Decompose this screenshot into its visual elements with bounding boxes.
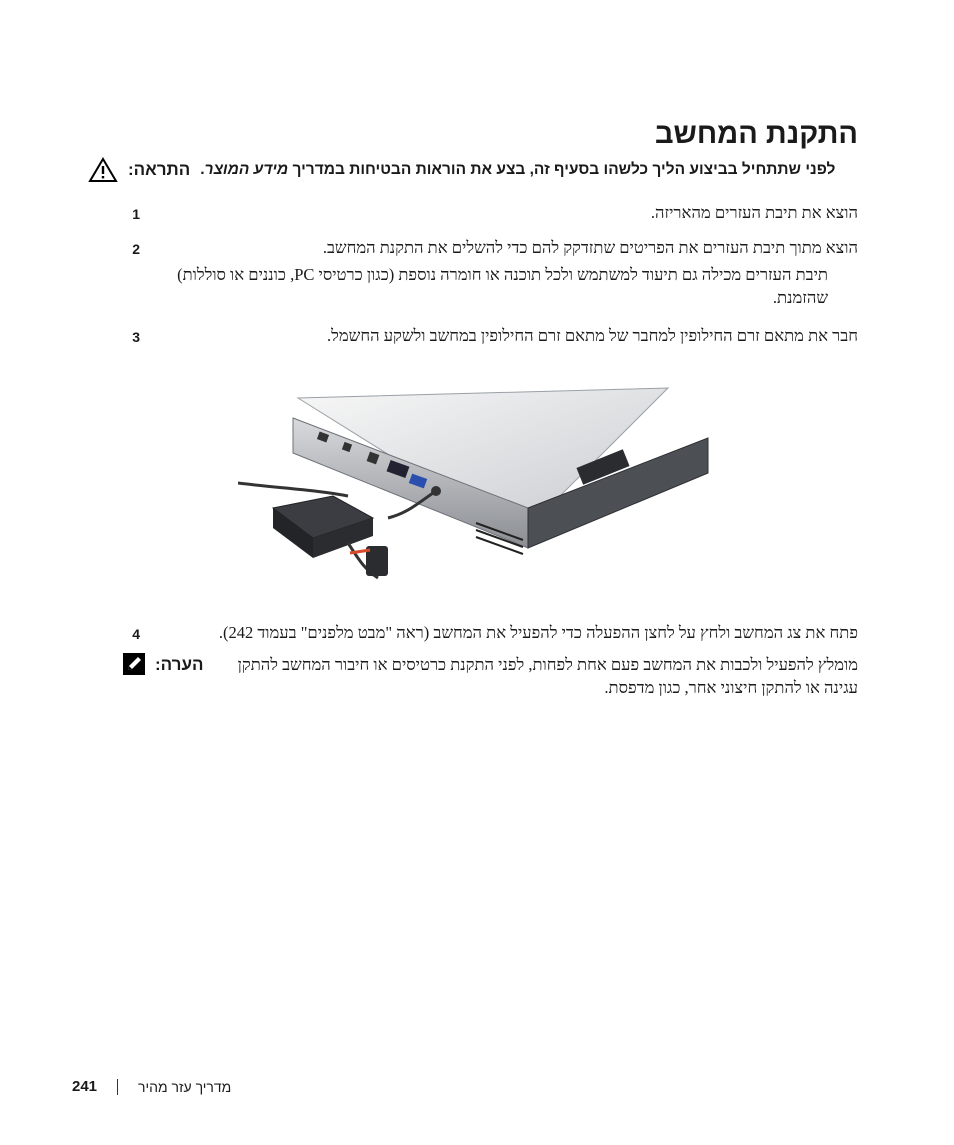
step-3 — [128, 324, 858, 349]
caution-period: . — [200, 161, 205, 178]
page-number: 241 — [72, 1078, 98, 1095]
illustration-svg — [238, 378, 718, 590]
step-text: חבר את מתאם זרם החילופין למחבר של מתאם זרם החילופין במחשב ולשקע החשמל. — [327, 326, 858, 345]
footer-book-title: מדריך עזר מהיר — [138, 1078, 232, 1095]
step-text: פתח את צג המחשב ולחץ על לחצן ההפעלה כדי להפעיל את המחשב (ראה "מבט מלפנים" בעמוד 242). — [218, 623, 858, 642]
page-footer — [72, 1078, 231, 1095]
step-number: 2 — [132, 241, 140, 257]
page-title: התקנת המחשב — [654, 118, 858, 150]
note-text: מומלץ להפעיל ולכבות את המחשב פעם אחת לפחות, לפני התקנת כרטיסים או חיבור המחשב להתקן עגינה או להתקן חיצוני אחר, כגון מדפסת. — [237, 655, 858, 697]
step-text: הוצא את תיבת העזרים מהאריזה. — [650, 203, 858, 222]
caution-main-text: לפני שתתחיל בביצוע הליך כלשהו בסעיף זה, בצע את הוראות הבטיחות במדריך — [292, 161, 836, 178]
caution-book-title: מידע המוצר — [204, 161, 289, 178]
step-1 — [128, 201, 858, 226]
note-label: הערה: — [155, 655, 204, 674]
warning-triangle-icon — [88, 157, 118, 183]
step-text: הוצא מתוך תיבת העזרים את הפריטים שתזדקק להם כדי להשלים את התקנת המחשב. — [322, 238, 858, 257]
step-4 — [128, 621, 858, 646]
wall-cable — [238, 483, 348, 496]
caution-block — [88, 157, 858, 183]
caution-text — [200, 161, 835, 179]
step-2 — [128, 236, 858, 261]
footer-separator — [117, 1079, 118, 1095]
caution-label: התראה: — [128, 160, 191, 179]
note-pencil-icon — [123, 653, 145, 675]
step-number: 4 — [132, 626, 140, 642]
step-number: 3 — [132, 329, 140, 345]
step-2-detail: תיבת העזרים מכילה גם תיעוד למשתמש ולכל תוכנה או חומרה נוספת (כגון כרטיסי PC, כוננים או סוללות) שהזמנת. — [177, 265, 828, 307]
step-number: 1 — [132, 206, 140, 222]
note-block — [123, 653, 858, 699]
laptop-ac-adapter-illustration — [238, 378, 718, 590]
